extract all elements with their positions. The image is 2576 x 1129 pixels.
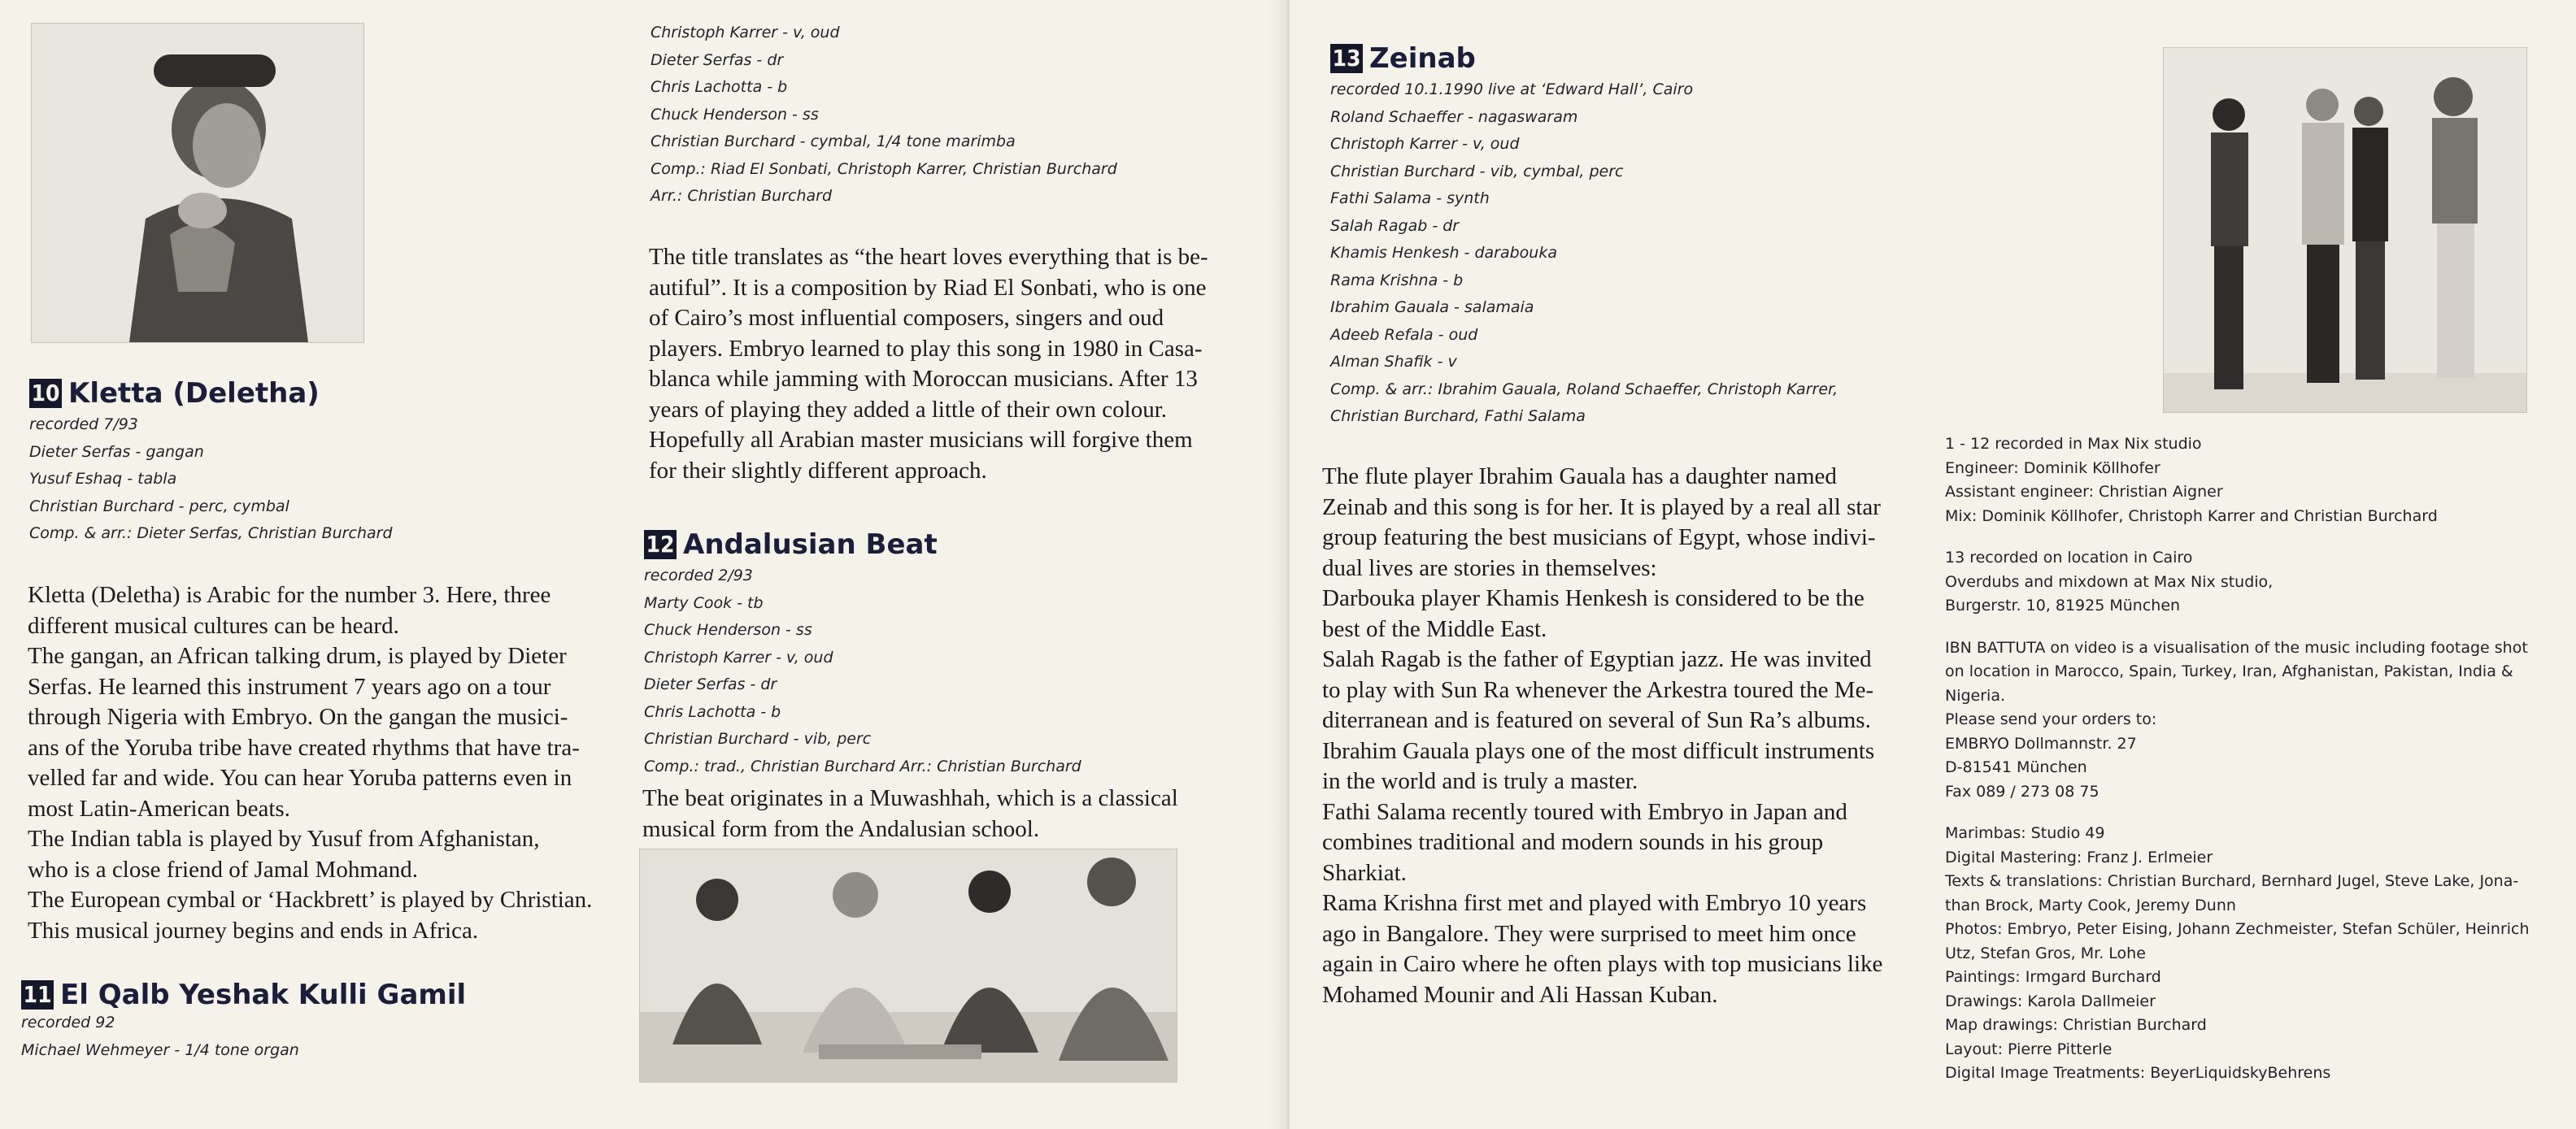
notes-line: Photos: Embryo, Peter Eising, Johann Zechmeister, Stefan Schüler, Heinrich [1945, 920, 2530, 938]
text-line: again in Cairo where he often plays with top musicians like [1322, 951, 1883, 977]
credit-line: Salah Ragab - dr [1330, 216, 1460, 235]
text-line: Hopefully all Arabian master musicians will forgive them [649, 427, 1193, 453]
notes-line: EMBRYO Dollmannstr. 27 [1945, 734, 2137, 753]
notes-line: Assistant engineer: Christian Aigner [1945, 483, 2223, 501]
text-line: dual lives are stories in themselves: [1322, 554, 1657, 581]
text-line: through Nigeria with Embryo. On the gangan the musici- [28, 704, 568, 730]
credit-line: Chris Lachotta - b [644, 702, 781, 721]
text-line: diterranean and is featured on several of Sun Ra’s albums. [1322, 707, 1871, 733]
text-line: different musical cultures can be heard. [28, 612, 399, 639]
track-11-credits-continued [651, 20, 1117, 211]
credit-line: Adeeb Refala - oud [1330, 325, 1478, 344]
credit-line: Arr.: Christian Burchard [651, 187, 832, 205]
text-line: group featuring the best musicians of Egypt, whose indivi- [1322, 524, 1876, 550]
notes-line: Burgerstr. 10, 81925 München [1945, 597, 2181, 614]
track-number-badge: 10 [29, 379, 62, 408]
track-12-description [642, 784, 1228, 845]
text-line: most Latin-American beats. [28, 795, 290, 822]
text-line: The beat originates in a Muwashhah, which is a classical [642, 785, 1178, 811]
notes-line: Mix: Dominik Köllhofer, Christoph Karrer and Christian Burchard [1945, 506, 2438, 525]
text-line: velled far and wide. You can hear Yoruba patterns even in [28, 765, 572, 791]
credit-line: Yusuf Eshaq - tabla [29, 470, 177, 488]
text-line: blanca while jamming with Moroccan musicians. After 13 [649, 366, 1198, 392]
credit-line: Comp.: Riad El Sonbati, Christoph Karrer, Christian Burchard [651, 159, 1117, 178]
notes-line: Fax 089 / 273 08 75 [1945, 782, 2100, 801]
text-line: The flute player Ibrahim Gauala has a daughter named [1322, 463, 1837, 489]
credit-line: recorded 10.1.1990 live at ‘Edward Hall’, Cairo [1330, 80, 1694, 98]
notes-line: Digital Mastering: Franz J. Erlmeier [1945, 848, 2213, 866]
credit-line: recorded 2/93 [644, 567, 753, 584]
text-line: ans of the Yoruba tribe have created rhythms that have tra- [28, 734, 580, 761]
credit-line: recorded 7/93 [29, 415, 138, 433]
text-line: ago in Bangalore. They were surprised to meet him once [1322, 920, 1856, 947]
text-line: The Indian tabla is played by Yusuf from Afghanistan, [28, 826, 540, 852]
text-line: in the world and is truly a master. [1322, 768, 1638, 794]
track-10-heading [29, 377, 320, 410]
text-line: Ibrahim Gauala plays one of the most difficult instruments [1322, 737, 1875, 764]
portrait-photo [31, 23, 364, 343]
credit-line: Marty Cook - tb [644, 593, 764, 612]
notes-line: D-81541 München [1945, 758, 2087, 776]
notes-line: Marimbas: Studio 49 [1945, 824, 2105, 842]
track-12-heading [644, 528, 938, 561]
text-line: Kletta (Deletha) is Arabic for the number 3. Here, three [28, 582, 551, 608]
text-line: This musical journey begins and ends in Africa. [28, 917, 479, 944]
text-line: Mohamed Mounir and Ali Hassan Kuban. [1322, 981, 1718, 1008]
credit-line: Dieter Serfas - gangan [29, 442, 204, 461]
left-page [0, 0, 1286, 1129]
credit-line: Christian Burchard - vib, perc [644, 730, 872, 748]
text-line: Salah Ragab is the father of Egyptian jazz. He was invited [1322, 646, 1872, 672]
credit-line: Michael Wehmeyer - 1/4 tone organ [21, 1040, 299, 1059]
notes-line: Digital Image Treatments: BeyerLiquidskyBehrens [1945, 1064, 2331, 1082]
credit-line: Comp. & arr.: Dieter Serfas, Christian Burchard [29, 524, 393, 542]
notes-line: Layout: Pierre Pitterle [1945, 1040, 2113, 1058]
band-standing-photo [2163, 47, 2527, 413]
credit-line: Comp. & arr.: Ibrahim Gauala, Roland Schaeffer, Christoph Karrer, [1330, 380, 1838, 398]
notes-line: Map drawings: Christian Burchard [1945, 1016, 2207, 1034]
track-title: Andalusian Beat [683, 528, 938, 561]
notes-line: Nigeria. [1945, 686, 2006, 705]
track-13-description [1322, 462, 1908, 1010]
track-10-description [28, 580, 613, 946]
notes-line: than Brock, Marty Cook, Jeremy Dunn [1945, 896, 2236, 914]
text-line: for their slightly different approach. [649, 457, 987, 484]
notes-line: Overdubs and mixdown at Max Nix studio, [1945, 572, 2274, 591]
credit-line: Dieter Serfas - dr [651, 50, 784, 69]
credit-line: Chuck Henderson - ss [644, 621, 812, 639]
notes-line: Please send your orders to: [1945, 710, 2157, 728]
track-11-credits [21, 1010, 299, 1064]
track-11-description [649, 242, 1234, 486]
track-number-badge: 13 [1330, 44, 1363, 73]
text-line: musical form from the Andalusian school. [642, 815, 1040, 842]
band-seated-photo [639, 849, 1177, 1083]
text-line: Serfas. He learned this instrument 7 years ago on a tour [28, 673, 551, 700]
track-title: El Qalb Yeshak Kulli Gamil [60, 979, 467, 1011]
text-line: of Cairo’s most influential composers, singers and oud [649, 305, 1164, 331]
credit-line: Christian Burchard, Fathi Salama [1330, 407, 1586, 425]
track-12-credits [644, 562, 1081, 780]
text-line: The gangan, an African talking drum, is played by Dieter [28, 643, 567, 669]
credit-line: recorded 92 [21, 1014, 115, 1031]
text-line: Darbouka player Khamis Henkesh is considered to be the [1322, 585, 1865, 611]
text-line: autiful”. It is a composition by Riad El Sonbati, who is one [649, 274, 1207, 301]
text-line: to play with Sun Ra whenever the Arkestra toured the Me- [1322, 676, 1874, 703]
text-line: combines traditional and modern sounds in his group [1322, 829, 1824, 855]
notes-line: 13 recorded on location in Cairo [1945, 549, 2193, 567]
track-number-badge: 11 [21, 980, 54, 1010]
credit-line: Christian Burchard - cymbal, 1/4 tone marimba [651, 132, 1016, 150]
notes-line: Paintings: Irmgard Burchard [1945, 968, 2161, 986]
notes-line: 1 - 12 recorded in Max Nix studio [1945, 435, 2202, 453]
text-line: The title translates as “the heart loves everything that is be- [649, 244, 1208, 270]
credit-line: Christian Burchard - vib, cymbal, perc [1330, 162, 1624, 180]
credit-line: Roland Schaeffer - nagaswaram [1330, 107, 1578, 126]
credit-line: Ibrahim Gauala - salamaia [1330, 298, 1534, 316]
right-page [1290, 0, 2576, 1129]
track-10-credits [29, 411, 393, 548]
notes-line: IBN BATTUTA on video is a visualisation of the music including footage shot [1945, 638, 2528, 657]
text-line: best of the Middle East. [1322, 615, 1547, 642]
credit-line: Christoph Karrer - v, oud [1330, 135, 1520, 153]
text-line: Rama Krishna first met and played with Embryo 10 years [1322, 890, 1867, 916]
track-13-heading [1330, 42, 1476, 75]
track-13-credits [1330, 76, 1838, 431]
production-notes [1945, 432, 2530, 1086]
credit-line: Fathi Salama - synth [1330, 189, 1490, 207]
credit-line: Dieter Serfas - dr [644, 675, 777, 693]
notes-line: Utz, Stefan Gros, Mr. Lohe [1945, 944, 2146, 962]
credit-line: Christian Burchard - perc, cymbal [29, 497, 289, 515]
credit-line: Comp.: trad., Christian Burchard Arr.: Christian Burchard [644, 757, 1081, 775]
track-number-badge: 12 [644, 530, 677, 559]
text-line: years of playing they added a little of their own colour. [649, 396, 1168, 423]
track-title: Zeinab [1369, 42, 1476, 75]
credit-line: Rama Krishna - b [1330, 271, 1464, 289]
text-line: Zeinab and this song is for her. It is played by a real all star [1322, 493, 1881, 520]
text-line: The European cymbal or ‘Hackbrett’ is played by Christian. [28, 887, 593, 913]
credit-line: Alman Shafik - v [1330, 353, 1457, 371]
text-line: who is a close friend of Jamal Mohmand. [28, 856, 419, 883]
track-11-heading [21, 979, 466, 1011]
credit-line: Chuck Henderson - ss [651, 105, 819, 124]
notes-line: Texts & translations: Christian Burchard, Bernhard Jugel, Steve Lake, Jona- [1945, 872, 2519, 890]
credit-line: Christoph Karrer - v, oud [644, 648, 833, 667]
credit-line: Chris Lachotta - b [651, 78, 788, 96]
text-line: Sharkiat. [1322, 859, 1407, 886]
notes-line: Engineer: Dominik Köllhofer [1945, 458, 2160, 477]
track-title: Kletta (Deletha) [68, 377, 320, 410]
text-line: Fathi Salama recently toured with Embryo in Japan and [1322, 798, 1847, 825]
text-line: players. Embryo learned to play this song in 1980 in Casa- [649, 335, 1203, 362]
credit-line: Khamis Henkesh - darabouka [1330, 244, 1557, 262]
notes-line: on location in Marocco, Spain, Turkey, Iran, Afghanistan, Pakistan, India & [1945, 662, 2513, 680]
notes-line: Drawings: Karola Dallmeier [1945, 992, 2156, 1010]
credit-line: Christoph Karrer - v, oud [651, 24, 840, 41]
